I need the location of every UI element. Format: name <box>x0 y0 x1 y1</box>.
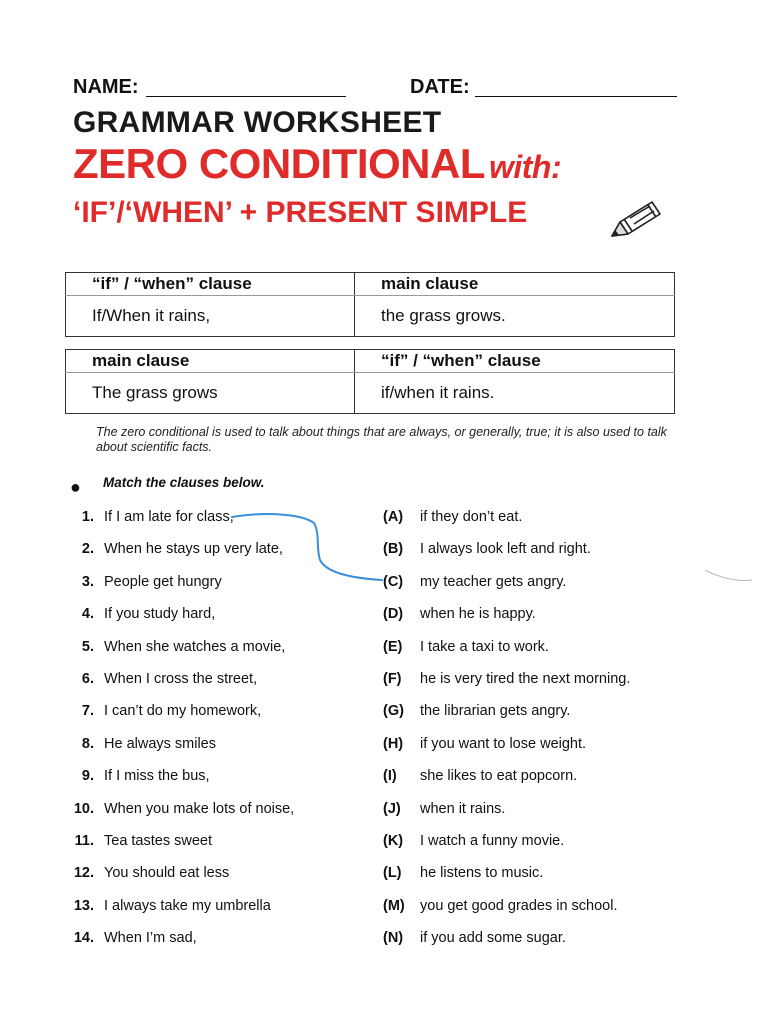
instruction-text: Match the clauses below. <box>103 475 265 490</box>
clause-number: 13. <box>73 897 94 914</box>
clause-number: 11. <box>74 833 94 849</box>
clause-number: 12. <box>73 865 94 882</box>
clause-number: 8. <box>81 735 94 752</box>
clause-text: when he is happy. <box>420 606 536 623</box>
clause-number: 9. <box>81 768 94 785</box>
clause-text: if you add some sugar. <box>420 930 566 947</box>
clause-number: 10. <box>73 800 94 817</box>
table-header: “if” / “when” clause <box>355 350 675 373</box>
clause-text: People get hungry <box>104 573 222 590</box>
clause-letter: (I) <box>383 768 397 785</box>
clause-text: I can’t do my homework, <box>104 703 262 720</box>
clause-number: 1. <box>81 509 94 525</box>
clause-number: 3. <box>81 573 94 590</box>
clause-table-main-first <box>65 349 675 414</box>
clause-number: 7. <box>81 703 94 720</box>
clause-text: the librarian gets angry. <box>420 703 571 720</box>
clause-text: my teacher gets angry. <box>420 573 567 590</box>
clause-number: 2. <box>81 541 94 558</box>
clause-letter: (D) <box>383 606 404 623</box>
clause-number: 14. <box>73 930 94 947</box>
clause-letter: (J) <box>383 800 401 817</box>
clause-number: 6. <box>81 671 94 687</box>
clause-text: you get good grades in school. <box>420 897 618 914</box>
clause-letter: (F) <box>383 671 402 687</box>
clause-text: I watch a funny movie. <box>420 833 565 849</box>
name-blank[interactable] <box>146 96 346 97</box>
clause-text: When I cross the street, <box>104 671 258 687</box>
clause-letter: (N) <box>383 930 404 947</box>
worksheet-title: GRAMMAR WORKSHEET <box>73 106 442 139</box>
clause-text: if they don’t eat. <box>420 509 523 525</box>
clause-letter: (M) <box>383 897 405 914</box>
clause-text: When he stays up very late, <box>104 541 283 558</box>
clause-text: If I am late for class, <box>104 509 234 525</box>
table-header: main clause <box>355 273 675 296</box>
table-cell: if/when it rains. <box>355 373 675 414</box>
explanation-note: The zero conditional is used to talk about things that are always, or generally, true; it is also used to talk about scientific facts. <box>96 425 667 454</box>
clause-text: I take a taxi to work. <box>420 638 549 655</box>
table-cell: the grass grows. <box>355 296 675 337</box>
date-label: DATE: <box>410 76 470 98</box>
clause-text: she likes to eat popcorn. <box>420 768 578 785</box>
clause-table-if-first <box>65 272 675 337</box>
clause-text: I always look left and right. <box>420 541 591 558</box>
clause-letter: (K) <box>383 833 404 849</box>
clause-text: when it rains. <box>420 800 506 817</box>
clause-letter: (C) <box>383 573 404 590</box>
clause-text: I always take my umbrella <box>104 897 271 914</box>
clause-text: When I’m sad, <box>104 930 197 947</box>
clause-text: When she watches a movie, <box>104 638 286 655</box>
clause-number: 5. <box>81 638 94 655</box>
clause-letter: (A) <box>383 509 404 525</box>
clause-text: if you want to lose weight. <box>420 735 587 752</box>
pencil-icon <box>608 196 664 242</box>
topic-title-with: with: <box>488 149 562 185</box>
clause-text: If you study hard, <box>104 606 216 623</box>
clause-text: he is very tired the next morning. <box>420 671 631 687</box>
clause-letter: (H) <box>383 735 404 752</box>
clause-letter: (G) <box>383 703 404 720</box>
clause-text: When you make lots of noise, <box>104 800 295 817</box>
ink-stray-mark <box>705 570 752 581</box>
clause-letter: (L) <box>383 865 402 882</box>
clause-text: Tea tastes sweet <box>104 833 212 849</box>
table-header: “if” / “when” clause <box>66 273 355 296</box>
table-cell: The grass grows <box>66 373 355 414</box>
bullet-icon: ● <box>70 477 81 497</box>
clause-text: You should eat less <box>104 865 230 882</box>
clause-number: 4. <box>81 606 94 623</box>
date-blank[interactable] <box>475 96 677 97</box>
topic-title <box>73 140 561 188</box>
clause-text: he listens to music. <box>420 865 544 882</box>
clause-text: If I miss the bus, <box>104 768 210 785</box>
clause-letter: (E) <box>383 638 403 655</box>
table-cell: If/When it rains, <box>66 296 355 337</box>
clause-letter: (B) <box>383 541 404 558</box>
table-header: main clause <box>66 350 355 373</box>
topic-rule: ‘IF’/‘WHEN’ + PRESENT SIMPLE <box>73 196 528 229</box>
name-label: NAME: <box>73 76 139 98</box>
topic-title-main: ZERO CONDITIONAL <box>73 140 485 187</box>
clause-text: He always smiles <box>104 735 216 752</box>
